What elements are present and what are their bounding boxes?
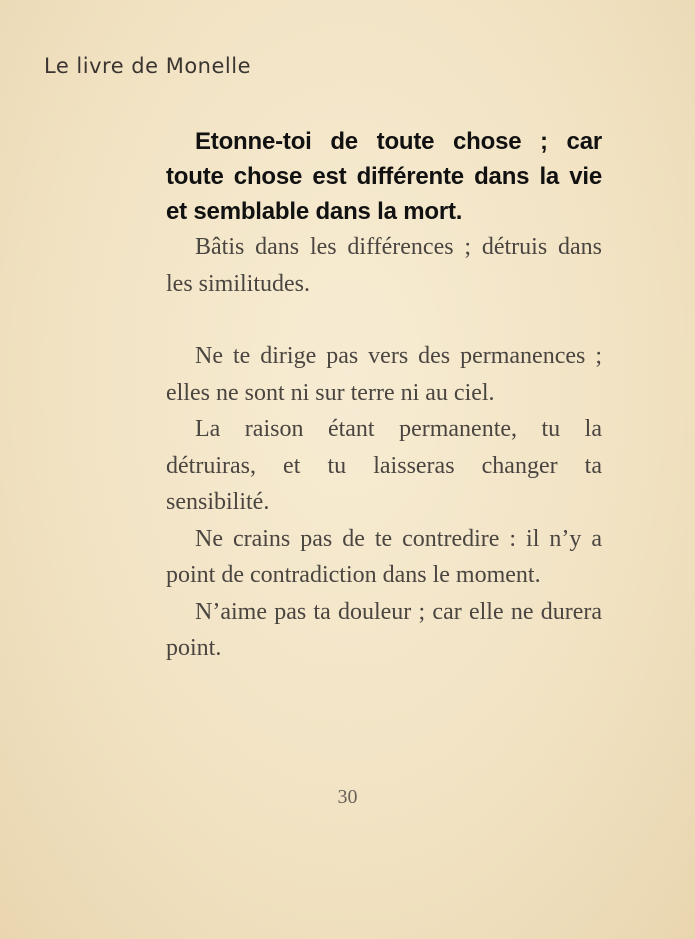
paragraph-gap [166,302,602,338]
paragraph: Ne crains pas de te contredire : il n’y a point de contradiction dans le moment. [166,525,602,588]
paragraph: N’aime pas ta douleur ; car elle ne durera point. [166,598,602,661]
page-number: 30 [337,786,358,808]
paragraph: Bâtis dans les différences ; détruis dans les similitudes. [166,234,602,297]
running-head: Le livre de Monelle [44,54,252,78]
paragraph: La raison étant permanente, tu la détruiras, et tu laisseras changer ta sensibilité. [166,416,602,515]
text-block [166,124,602,667]
bold-maxim: Etonne-toi de toute chose ; car toute chose est différente dans la vie et semblable dans la mort. [166,128,602,225]
paragraph: Ne te dirige pas vers des permanences ; elles ne sont ni sur terre ni au ciel. [166,343,602,406]
